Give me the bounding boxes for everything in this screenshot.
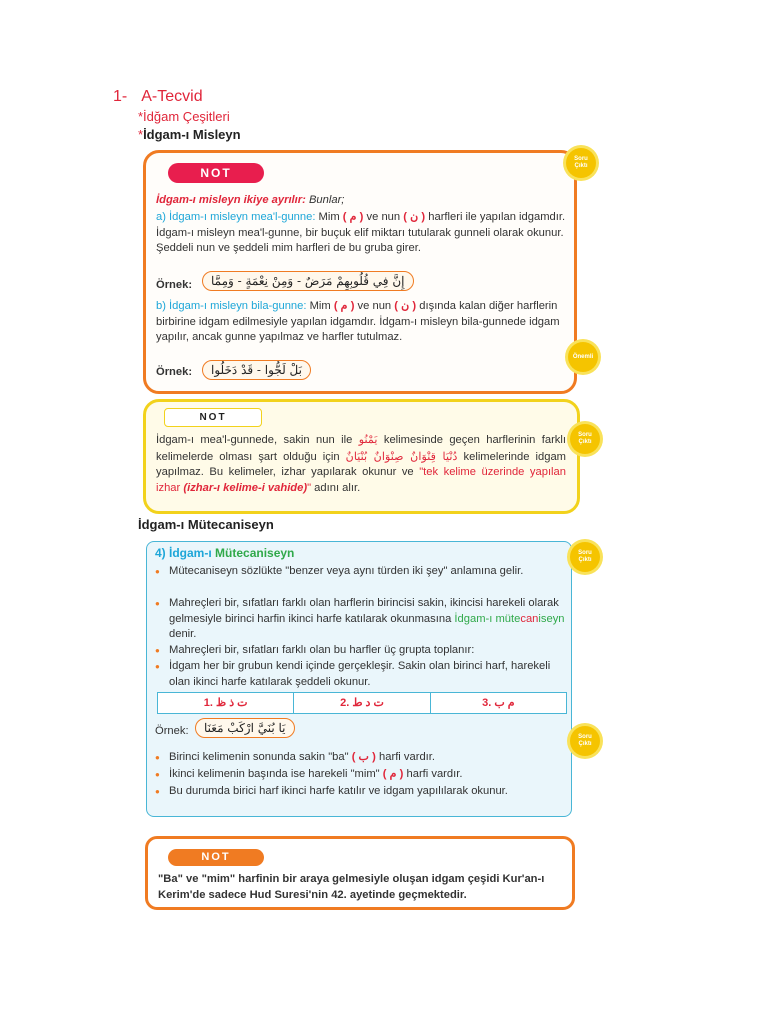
subheading-mutecaniseyn: İdgam-ı Mütecaniseyn [138, 517, 274, 532]
subheading-idgam-misleyn: *İdgam-ı Misleyn [138, 127, 241, 142]
bullet-item: ● Birinci kelimenin sonunda sakin "ba" ( ب ) harfi vardır. [155, 750, 569, 766]
group-1-cell: 1. ت ذ ظ [158, 693, 294, 713]
bullet-item: ● Bu durumda birici harf ikinci harfe katılır ve idgam yapılılarak okunur. [155, 784, 569, 800]
section-title: A-Tecvid [141, 88, 203, 105]
intro-line: İdgam-ı misleyn ikiye ayrılır: Bunlar; [156, 194, 345, 206]
note-paragraph: İdgam-ı mea'l-gunnede, sakin nun ile يَمْنُو kelimesinde geçen harflerinin farklı kelimelerde olması şart olduğu için دُنْيَا قِنْوَانٌ صِنْوَانٌ بُنْيَانٌ kelimelerinde idgam yapılmaz. Bu kelimeler, izhar yapılarak okunur ve "tek kelime üzerinde yapılan izhar (izhar-ı kelime-i vahide)" adını alır. [156, 433, 566, 494]
soru-cikti-badge: Soru Çıktı [570, 726, 600, 756]
bullet-item: ● İkinci kelimenin başında ise harekeli "mim" ( م ) harfi vardır. [155, 767, 569, 783]
note-box-hud [145, 836, 575, 910]
bila-gunne-paragraph: b) İdgam-ı misleyn bila-gunne: Mim ( م ) ve nun ( ن ) dışında kalan diğer harflerin birbirine idgam edilmesiyle yapılan idgamdır. İdgam-ı misleyn bila-gunnede idgam yapılır, ancak gunne yapılmaz ve harfler tutulmaz. [156, 300, 560, 343]
note-pill: NOT [168, 163, 264, 183]
bullet-item: ● Mahreçleri bir, sıfatları farklı olan bu harfler üç grupta toplanır: [155, 643, 569, 659]
soru-cikti-badge: Soru Çıktı [570, 542, 600, 572]
soru-cikti-badge: Soru Çıktı [566, 148, 596, 178]
info-box-mutecaniseyn [146, 541, 572, 817]
note-box-misleyn [143, 150, 577, 394]
arabic-example-1: إِنَّ فِي قُلُوبِهِمْ مَرَضٌ - وَمِنْ نِعْمَةٍ - وَمِمَّا [202, 271, 414, 291]
letter-groups-table [157, 692, 567, 714]
onemli-badge: Önemli [568, 342, 598, 372]
bullet-item: ● İdgam her bir grubun kendi içinde gerçekleşir. Sakin olan birinci harf, harekeli olan ikinci harfe katılarak şeddeli okunur. [155, 659, 569, 690]
section-number: 1- [113, 88, 128, 105]
soru-cikti-badge: Soru Çıktı [570, 424, 600, 454]
box-title: 4) İdgam-ı Mütecaniseyn [155, 546, 295, 560]
note-text: "Ba" ve "mim" harfinin bir araya gelmesiyle oluşan idgam çeşidi Kur'an-ı Kerim'de sadece Hud Suresi'nin 42. ayetinde geçmektedir. [158, 873, 545, 901]
group-2-cell: 2. ت د ط [294, 693, 430, 713]
ornek-label: Örnek: [156, 279, 193, 291]
note-box-maal-gunne [143, 399, 580, 514]
bullet-item: ● Mahreçleri bir, sıfatları farklı olan harflerin birincisi sakin, ikincisi harekeli olarak gelmesiyle birinci harfin ikinci harfe katılarak okunmasına İdgam-ı mütecaniseyn denir. [155, 596, 569, 643]
note-pill: NOT [164, 408, 262, 427]
subheading-idgam-cesitleri: *İdğam Çeşitleri [138, 109, 230, 124]
ornek-label: Örnek: [155, 725, 189, 737]
section-heading [113, 88, 203, 106]
maal-gunne-paragraph: a) İdgam-ı misleyn mea'l-gunne: Mim ( م ) ve nun ( ن ) harfleri ile yapılan idgamdır. İdgam-ı misleyn mea'l-gunne, bir buçuk elif miktarı tutularak gunneli olarak okunur. Şeddeli nun ve şeddeli mim harfleri de bu gruba girer. [156, 211, 566, 254]
bullet-item: ● Mütecaniseyn sözlükte "benzer veya aynı türden iki şey" anlamına gelir. [155, 564, 569, 580]
ornek-label: Örnek: [156, 366, 193, 378]
arabic-example-3: يَا بُنَيَّ ارْكَبْ مَعَنَا [195, 718, 295, 738]
arabic-example-2: بَلْ لَجُّوا - قَدْ دَخَلُوا [202, 360, 311, 380]
group-3-cell: 3. م ب [482, 697, 515, 709]
note-pill: NOT [168, 849, 264, 866]
